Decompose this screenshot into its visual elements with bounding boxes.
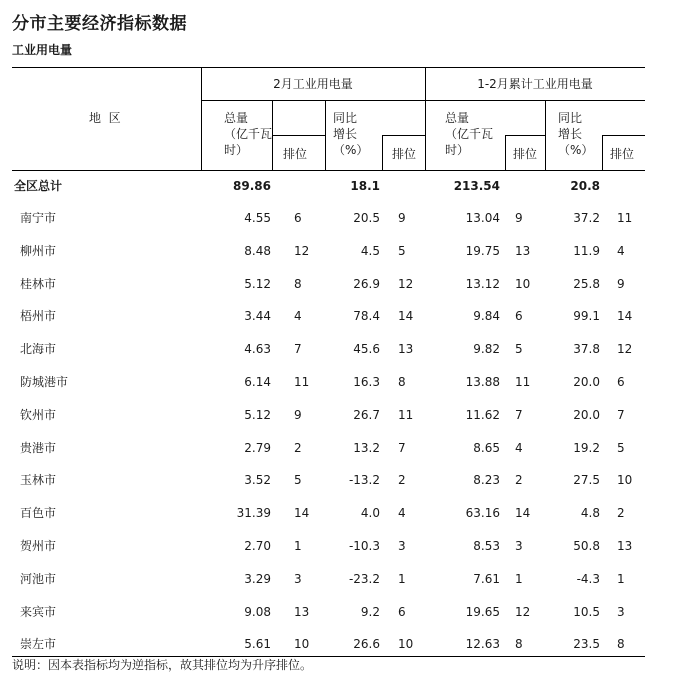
cumulative-yoy: 25.8 — [573, 276, 600, 291]
feb-yoy-rank: 4 — [398, 506, 406, 521]
feb-total-rank: 9 — [294, 407, 302, 422]
feb-yoy: 78.4 — [353, 309, 380, 324]
group-header-cumulative: 1-2月累计工业用电量 — [477, 77, 593, 91]
cumulative-total: 19.75 — [465, 243, 500, 258]
rank-header-rule-2 — [382, 135, 425, 136]
cumulative-total: 13.88 — [465, 375, 500, 389]
cumulative-total-rank: 9 — [515, 211, 523, 225]
city-name: 防城港市 — [20, 375, 69, 389]
header-bottom-border — [12, 170, 645, 171]
total-name: 全区总计 — [14, 179, 63, 193]
cumulative-total: 12.63 — [465, 637, 500, 652]
city-name: 百色市 — [20, 506, 57, 521]
feb-total-rank: 6 — [294, 211, 302, 225]
feb-yoy-rank: 13 — [398, 342, 414, 357]
feb-yoy: 45.6 — [353, 342, 380, 357]
city-name: 梧州市 — [20, 309, 57, 324]
yoy-header-cumulative: 同比 增长 （%） — [558, 111, 594, 157]
feb-yoy: 13.2 — [353, 440, 380, 455]
cumulative-yoy: -4.3 — [576, 571, 600, 586]
rank-header-rule-4 — [602, 135, 645, 136]
cumulative-yoy: 37.8 — [573, 342, 600, 357]
feb-yoy-rank: 2 — [398, 473, 406, 488]
cumulative-yoy: 19.2 — [573, 440, 600, 455]
cumulative-total-rank: 7 — [515, 407, 523, 422]
col-divider-1 — [272, 100, 273, 171]
group-header-feb: 2月工业用电量 — [273, 77, 353, 91]
cumulative-total: 19.65 — [465, 604, 500, 619]
feb-yoy: 4.5 — [360, 243, 380, 258]
total-cumulative-value: 213.54 — [453, 179, 500, 193]
cumulative-total: 9.82 — [473, 342, 500, 357]
city-name: 崇左市 — [20, 637, 57, 652]
feb-yoy-rank: 10 — [398, 637, 414, 652]
cumulative-total: 9.84 — [473, 309, 500, 324]
city-name: 贺州市 — [20, 539, 57, 553]
feb-total: 9.08 — [244, 604, 271, 619]
cumulative-total: 8.65 — [473, 440, 500, 455]
cumulative-yoy-rank: 12 — [617, 342, 633, 357]
col-divider-2 — [325, 100, 326, 171]
feb-total-rank: 4 — [294, 309, 302, 324]
cumulative-total-rank: 11 — [515, 375, 531, 389]
feb-total: 4.63 — [244, 342, 271, 357]
feb-total: 3.44 — [244, 309, 271, 324]
cumulative-yoy-rank: 11 — [617, 211, 633, 225]
cumulative-yoy-rank: 5 — [617, 440, 625, 455]
total-feb-yoy: 18.1 — [350, 179, 380, 193]
feb-total-rank: 2 — [294, 440, 302, 455]
feb-total: 2.79 — [244, 440, 271, 455]
feb-total-rank: 5 — [294, 473, 302, 488]
cumulative-yoy: 99.1 — [573, 309, 600, 324]
cumulative-total-rank: 3 — [515, 539, 523, 553]
city-name: 南宁市 — [20, 211, 57, 225]
feb-total-rank: 12 — [294, 243, 310, 258]
feb-total: 6.14 — [244, 375, 271, 389]
feb-yoy-rank: 14 — [398, 309, 414, 324]
page-title: 分市主要经济指标数据 — [12, 14, 187, 34]
feb-yoy-rank: 12 — [398, 276, 414, 291]
cumulative-total-rank: 1 — [515, 571, 523, 586]
col-divider-3 — [382, 135, 383, 171]
city-name: 钦州市 — [20, 407, 57, 422]
city-name: 玉林市 — [20, 473, 57, 488]
feb-yoy-rank: 11 — [398, 407, 414, 422]
cumulative-yoy-rank: 13 — [617, 539, 633, 553]
feb-total-rank: 14 — [294, 506, 310, 521]
cumulative-total-rank: 2 — [515, 473, 523, 488]
feb-total: 4.55 — [244, 211, 271, 225]
total-header-feb: 总量 （亿千瓦 时） — [224, 111, 273, 157]
rank-header-cumulative-total: 排位 — [513, 147, 538, 161]
cumulative-total: 11.62 — [465, 407, 500, 422]
cumulative-yoy-rank: 9 — [617, 276, 625, 291]
table-top-border — [12, 67, 645, 68]
cumulative-total-rank: 4 — [515, 440, 523, 455]
cumulative-total-rank: 13 — [515, 243, 531, 258]
col-divider-4 — [505, 135, 506, 171]
feb-total: 31.39 — [236, 506, 271, 521]
cumulative-yoy: 10.5 — [573, 604, 600, 619]
rank-header-feb-yoy: 排位 — [392, 147, 417, 161]
feb-yoy-rank: 6 — [398, 604, 406, 619]
group-header-rule — [201, 100, 645, 101]
footnote: 说明：因本表指标均为逆指标，故其排位均为升序排位。 — [12, 658, 313, 672]
feb-yoy-rank: 5 — [398, 243, 406, 258]
feb-yoy: 4.0 — [360, 506, 380, 521]
feb-total-rank: 1 — [294, 539, 302, 553]
col-divider-6 — [602, 135, 603, 171]
feb-yoy: 26.9 — [353, 276, 380, 291]
city-name: 北海市 — [20, 342, 57, 357]
rank-header-cumulative-yoy: 排位 — [610, 147, 635, 161]
feb-total-rank: 3 — [294, 571, 302, 586]
feb-yoy: -23.2 — [348, 571, 380, 586]
feb-yoy: -13.2 — [348, 473, 380, 488]
feb-yoy: -10.3 — [348, 539, 380, 553]
industrial-electricity-table — [12, 67, 645, 657]
cumulative-yoy: 50.8 — [573, 539, 600, 553]
city-name: 来宾市 — [20, 604, 57, 619]
cumulative-yoy-rank: 14 — [617, 309, 633, 324]
cumulative-yoy: 20.0 — [573, 407, 600, 422]
city-name: 桂林市 — [20, 276, 57, 291]
feb-total: 3.52 — [244, 473, 271, 488]
feb-total: 8.48 — [244, 243, 271, 258]
city-name: 贵港市 — [20, 440, 57, 455]
cumulative-yoy: 37.2 — [573, 211, 600, 225]
rank-header-feb-total: 排位 — [283, 147, 308, 161]
city-name: 河池市 — [20, 571, 57, 586]
feb-total: 5.12 — [244, 407, 271, 422]
rank-header-rule-1 — [272, 135, 325, 136]
cumulative-total: 8.23 — [473, 473, 500, 488]
feb-total-rank: 10 — [294, 637, 310, 652]
cumulative-total-rank: 14 — [515, 506, 531, 521]
cumulative-yoy: 11.9 — [573, 243, 600, 258]
cumulative-total-rank: 5 — [515, 342, 523, 357]
cumulative-yoy-rank: 7 — [617, 407, 625, 422]
feb-total-rank: 11 — [294, 375, 310, 389]
cumulative-yoy-rank: 3 — [617, 604, 625, 619]
cumulative-total-rank: 6 — [515, 309, 523, 324]
feb-yoy-rank: 8 — [398, 375, 406, 389]
feb-yoy: 26.7 — [353, 407, 380, 422]
cumulative-total-rank: 10 — [515, 276, 531, 291]
total-cumulative-yoy: 20.8 — [570, 179, 600, 193]
feb-total: 3.29 — [244, 571, 271, 586]
cumulative-total: 13.12 — [465, 276, 500, 291]
feb-yoy-rank: 7 — [398, 440, 406, 455]
col-divider-5 — [545, 100, 546, 171]
cumulative-yoy-rank: 10 — [617, 473, 633, 488]
cumulative-total-rank: 8 — [515, 637, 523, 652]
total-header-cumulative: 总量 （亿千瓦 时） — [445, 111, 494, 157]
feb-total-rank: 13 — [294, 604, 310, 619]
rank-header-rule-3 — [505, 135, 545, 136]
feb-total: 2.70 — [244, 539, 271, 553]
cumulative-total: 8.53 — [473, 539, 500, 553]
total-feb-value: 89.86 — [233, 179, 271, 193]
cumulative-yoy: 20.0 — [573, 375, 600, 389]
cumulative-yoy-rank: 4 — [617, 243, 625, 258]
feb-yoy-rank: 3 — [398, 539, 406, 553]
feb-yoy: 20.5 — [353, 211, 380, 225]
cumulative-total: 7.61 — [473, 571, 500, 586]
feb-total: 5.12 — [244, 276, 271, 291]
feb-yoy: 16.3 — [353, 375, 380, 389]
cumulative-total: 63.16 — [465, 506, 500, 521]
feb-yoy: 9.2 — [360, 604, 380, 619]
cumulative-yoy: 27.5 — [573, 473, 600, 488]
feb-yoy-rank: 9 — [398, 211, 406, 225]
feb-yoy: 26.6 — [353, 637, 380, 652]
cumulative-yoy-rank: 6 — [617, 375, 625, 389]
feb-yoy-rank: 1 — [398, 571, 406, 586]
feb-total-rank: 7 — [294, 342, 302, 357]
cumulative-yoy-rank: 2 — [617, 506, 625, 521]
feb-total: 5.61 — [244, 637, 271, 652]
cumulative-total-rank: 12 — [515, 604, 531, 619]
cumulative-yoy: 4.8 — [580, 506, 600, 521]
cumulative-total: 13.04 — [465, 211, 500, 225]
table-subtitle: 工业用电量 — [12, 43, 73, 57]
city-name: 柳州市 — [20, 243, 57, 258]
region-header: 地 区 — [89, 111, 121, 125]
cumulative-yoy-rank: 8 — [617, 637, 625, 652]
cumulative-yoy: 23.5 — [573, 637, 600, 652]
cumulative-yoy-rank: 1 — [617, 571, 625, 586]
feb-total-rank: 8 — [294, 276, 302, 291]
yoy-header-feb: 同比 增长 （%） — [333, 111, 369, 157]
